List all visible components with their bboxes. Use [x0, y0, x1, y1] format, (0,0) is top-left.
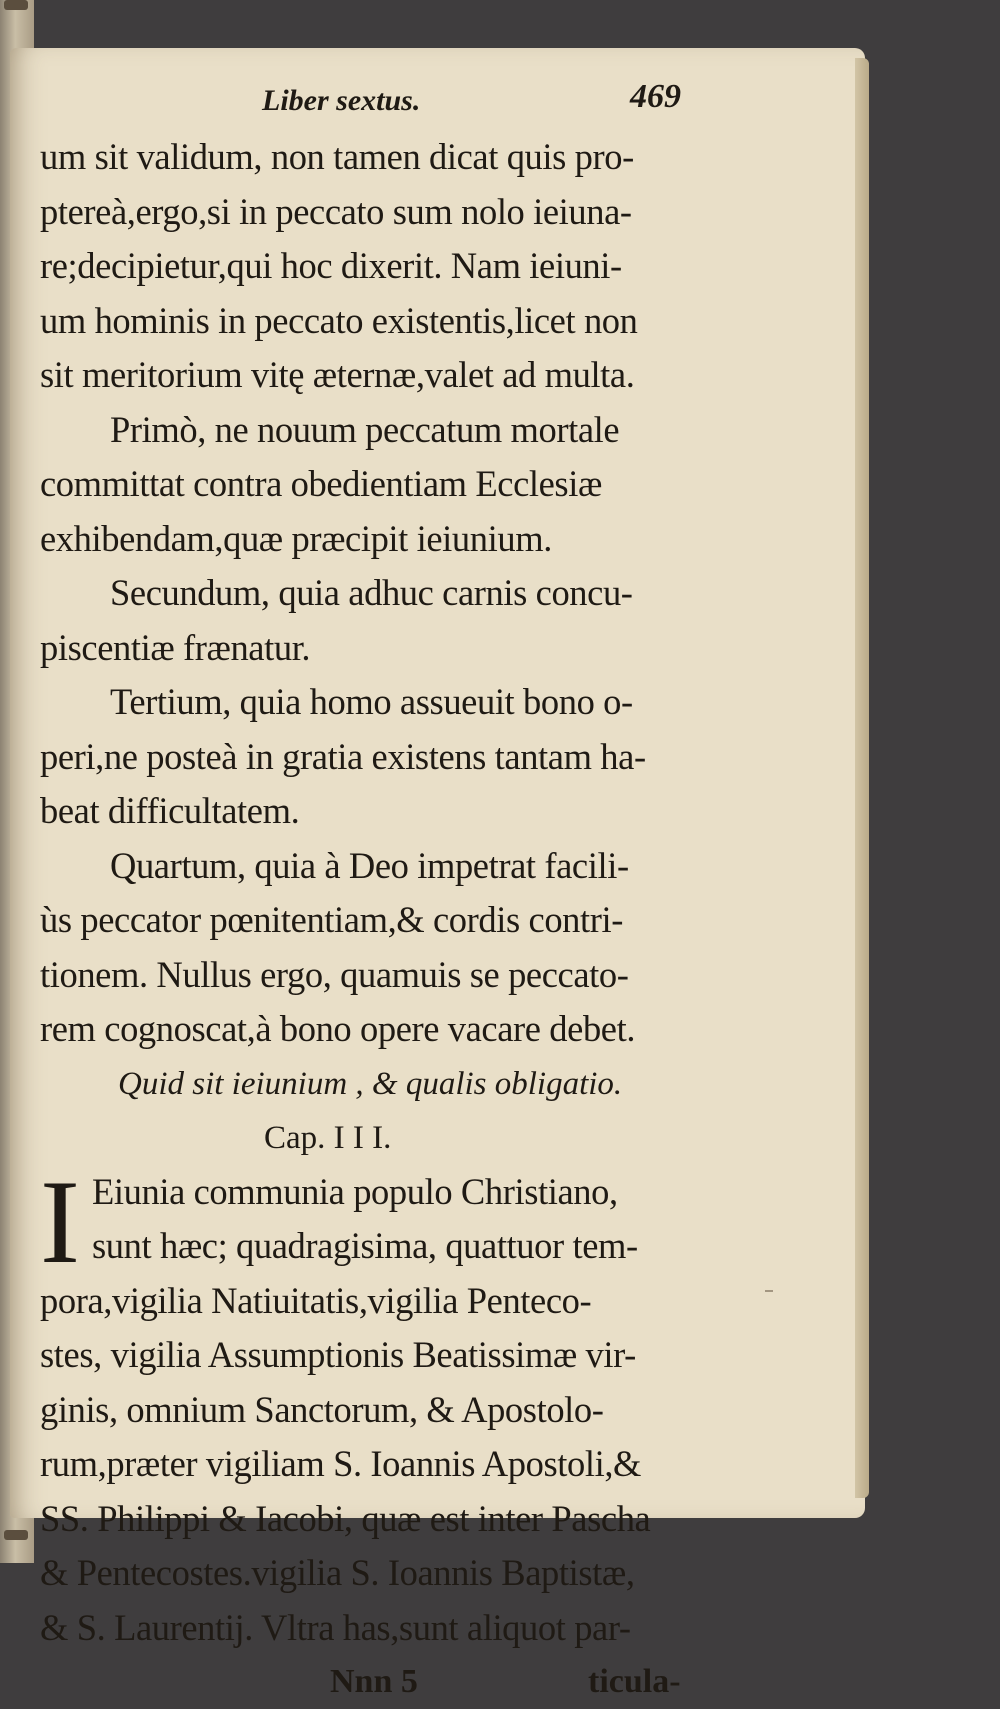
text-line: um sit validum, non tamen dicat quis pro-: [40, 136, 634, 177]
text-line: ptereà,ergo,si in peccato sum nolo ieiuna-: [40, 190, 632, 232]
text-line: rum,præter vigiliam S. Ioannis Apostoli,&: [40, 1443, 642, 1484]
paper-speck: [765, 1290, 773, 1292]
text-line: SS. Philippi & Iacobi, quæ est inter Pascha: [40, 1497, 651, 1539]
text-line: ginis, omnium Sanctorum, & Apostolo-: [40, 1388, 604, 1430]
binding-thread: [4, 1530, 28, 1540]
text-line: committat contra obedientiam Ecclesiæ: [40, 463, 602, 504]
chapter-body: [40, 1154, 700, 1656]
text-line: stes, vigilia Assumptionis Beatissimæ vir-: [40, 1334, 636, 1375]
text-line: Tertium, quia homo assueuit bono o-: [110, 681, 633, 722]
page-header: [40, 78, 700, 130]
text-line: tionem. Nullus ergo, quamuis se peccato-: [40, 953, 629, 995]
text-line: & Pentecostes.vigilia S. Ioannis Baptistæ,: [40, 1552, 635, 1593]
text-line: Primò, ne nouum peccatum mortale: [110, 408, 620, 450]
text-line: & S. Laurentij. Vltra has,sunt aliquot par-: [40, 1606, 631, 1648]
catchword: ticula-: [588, 1663, 681, 1700]
paragraph: [40, 130, 700, 403]
drop-cap: I: [40, 1154, 80, 1288]
running-title: Liber sextus.: [262, 84, 421, 117]
signature-mark: Nnn 5: [330, 1663, 418, 1700]
text-line: Eiunia communia populo Christiano,: [92, 1170, 618, 1212]
text-line: Quartum, quia à Deo impetrat facili-: [110, 844, 629, 886]
text-line: pora,vigilia Natiuitatis,vigilia Penteco-: [40, 1279, 592, 1321]
text-line: sunt hæc; quadragisima, quattuor tem-: [92, 1225, 638, 1266]
paragraph: [40, 675, 700, 839]
chapter-heading: Quid sit ieiunium , & qualis obligatio.: [118, 1065, 623, 1102]
paragraph: [40, 839, 700, 1057]
text-line: peri,ne posteà in gratia existens tantam ha-: [40, 735, 646, 777]
text-line: exhibendam,quæ præcipit ieiunium.: [40, 517, 552, 559]
text-line: piscentiæ frænatur.: [40, 626, 311, 668]
page-text: [40, 78, 700, 1709]
paragraph: [40, 403, 700, 567]
binding-thread: [4, 0, 28, 10]
page-edge: [855, 58, 869, 1498]
text-line: sit meritorium vitę æternæ,valet ad multa.: [40, 354, 635, 395]
text-line: um hominis in peccato existentis,licet non: [40, 299, 638, 341]
page-footer: [40, 1655, 700, 1709]
text-line: Secundum, quia adhuc carnis concu-: [110, 572, 633, 613]
chapter-number: Cap. I I I.: [264, 1119, 392, 1156]
page-number: 469: [630, 78, 681, 115]
text-line: rem cognoscat,à bono opere vacare debet.: [40, 1008, 636, 1049]
text-line: beat difficultatem.: [40, 790, 300, 831]
text-line: re;decipietur,qui hoc dixerit. Nam ieiuni-: [40, 245, 622, 286]
text-line: ùs peccator pœnitentiam,& cordis contri-: [40, 899, 624, 940]
paragraph: [40, 566, 700, 675]
